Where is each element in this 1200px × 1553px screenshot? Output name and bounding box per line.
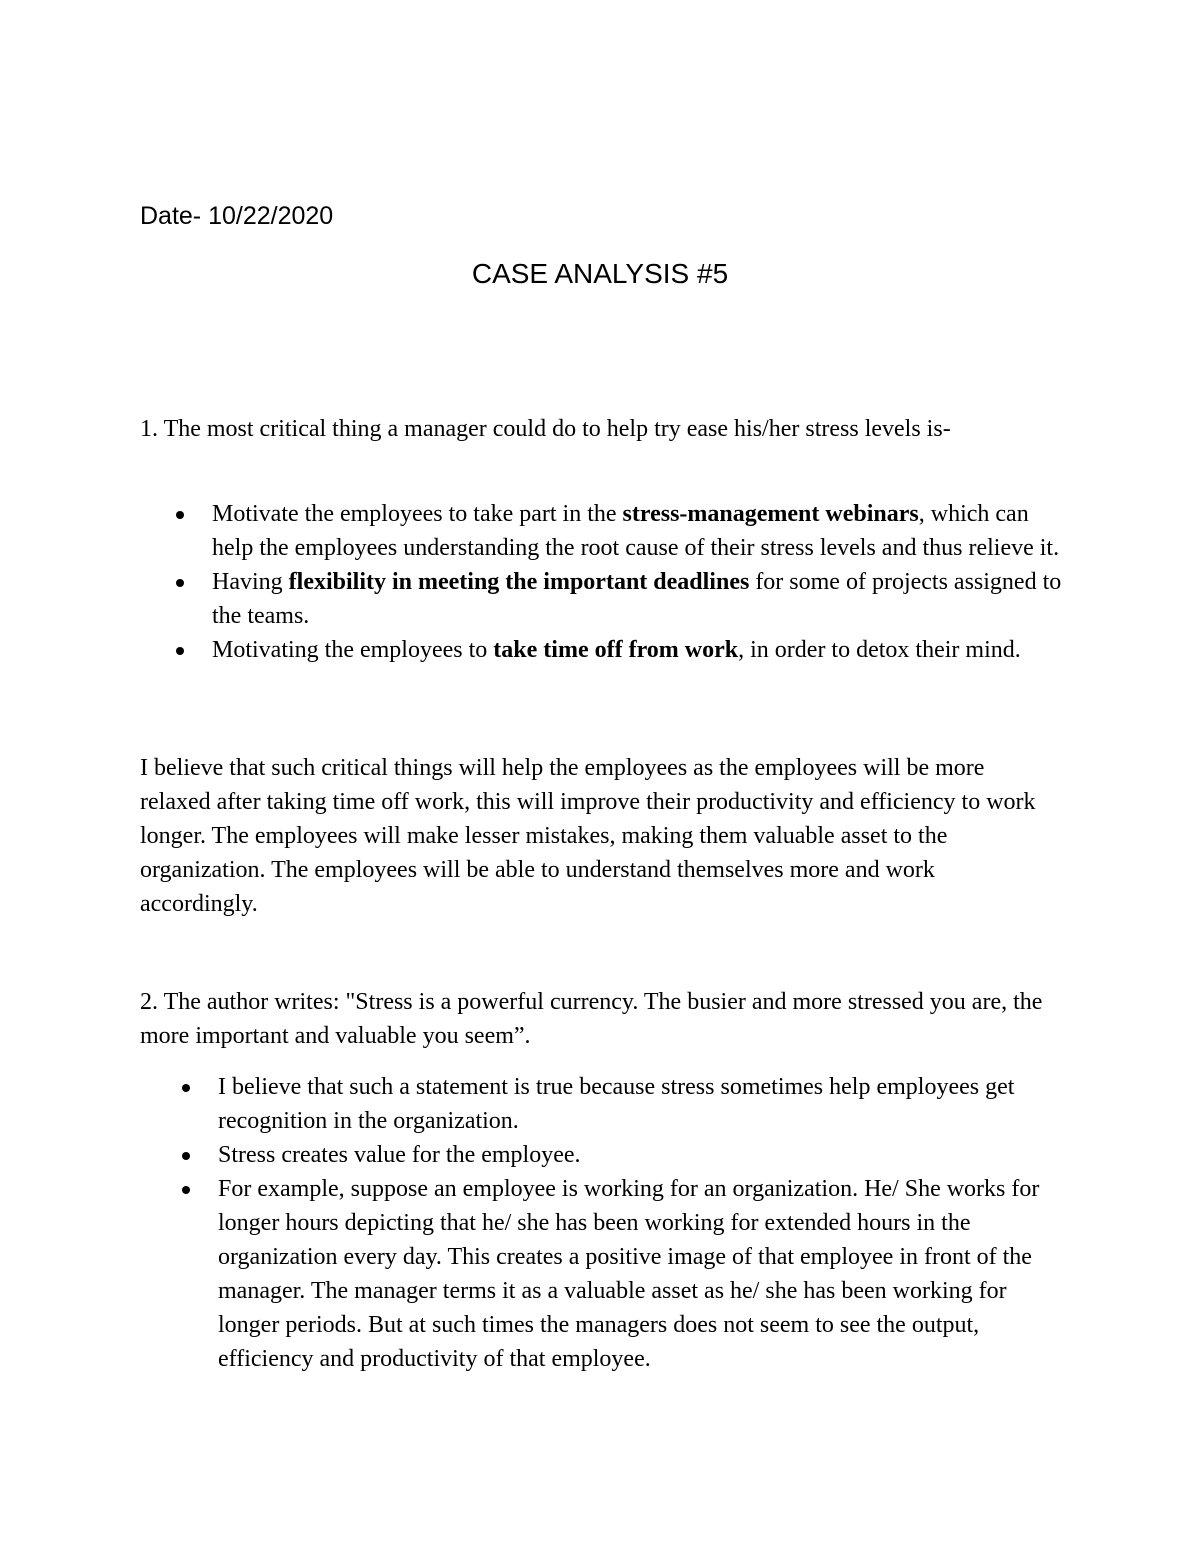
- question-2-intro: 2. The author writes: "Stress is a powerful currency. The busier and more stressed you are, the more important and valuable you seem”.: [140, 989, 1043, 1049]
- bullet-text-before: Having: [212, 569, 289, 595]
- bullet-icon: [182, 1152, 190, 1160]
- list-item: [212, 565, 1062, 633]
- question-2-bullet-list: [218, 1070, 1068, 1376]
- list-item: [218, 1172, 1068, 1376]
- bullet-text-bold: take time off from work: [493, 637, 739, 663]
- bullet-text: I believe that such a statement is true because stress sometimes help employees get recognition in the organization.: [218, 1074, 1015, 1134]
- bullet-text-after: , which can help the employees understanding the root cause of their stress levels and thus relieve it.: [212, 501, 1060, 561]
- bullet-text-bold: flexibility in meeting the important deadlines: [288, 569, 750, 595]
- bullet-icon: [176, 647, 184, 655]
- bullet-text-before: Motivate the employees to take part in the: [212, 501, 623, 527]
- bullet-icon: [182, 1186, 190, 1194]
- question-1-conclusion: I believe that such critical things will help the employees as the employees will be more relaxed after taking time off work, this will improve their productivity and efficiency to work longer. The employees will make lesser mistakes, making them valuable asset to the organization. The employees will be able to understand themselves more and work accordingly.: [140, 755, 1036, 917]
- bullet-icon: [176, 511, 184, 519]
- document-date: Date- 10/22/2020: [140, 202, 334, 230]
- bullet-icon: [176, 579, 184, 587]
- question-1-intro: 1. The most critical thing a manager could do to help try ease his/her stress levels is-: [140, 416, 951, 442]
- bullet-icon: [182, 1084, 190, 1092]
- bullet-text: Stress creates value for the employee.: [218, 1142, 581, 1168]
- bullet-text: For example, suppose an employee is working for an organization. He/ She works for longer hours depicting that he/ she has been working for extended hours in the organization every day. This creates a positive image of that employee in front of the manager. The manager terms it as a valuable asset as he/ she has been working for longer periods. But at such times the managers does not seem to see the output, efficiency and productivity of that employee.: [218, 1176, 1040, 1372]
- bullet-text-bold: stress-management webinars: [622, 501, 919, 527]
- list-item: [212, 633, 1062, 667]
- question-1-bullet-list: [212, 497, 1062, 667]
- list-item: [212, 497, 1062, 565]
- bullet-text-before: Motivating the employees to: [212, 637, 494, 663]
- bullet-text-after: , in order to detox their mind.: [738, 637, 1021, 663]
- bullet-text-after: for some of projects assigned to the teams.: [212, 569, 1062, 629]
- document-title: CASE ANALYSIS #5: [471, 258, 729, 289]
- list-item: [218, 1070, 1068, 1138]
- list-item: [218, 1138, 1068, 1172]
